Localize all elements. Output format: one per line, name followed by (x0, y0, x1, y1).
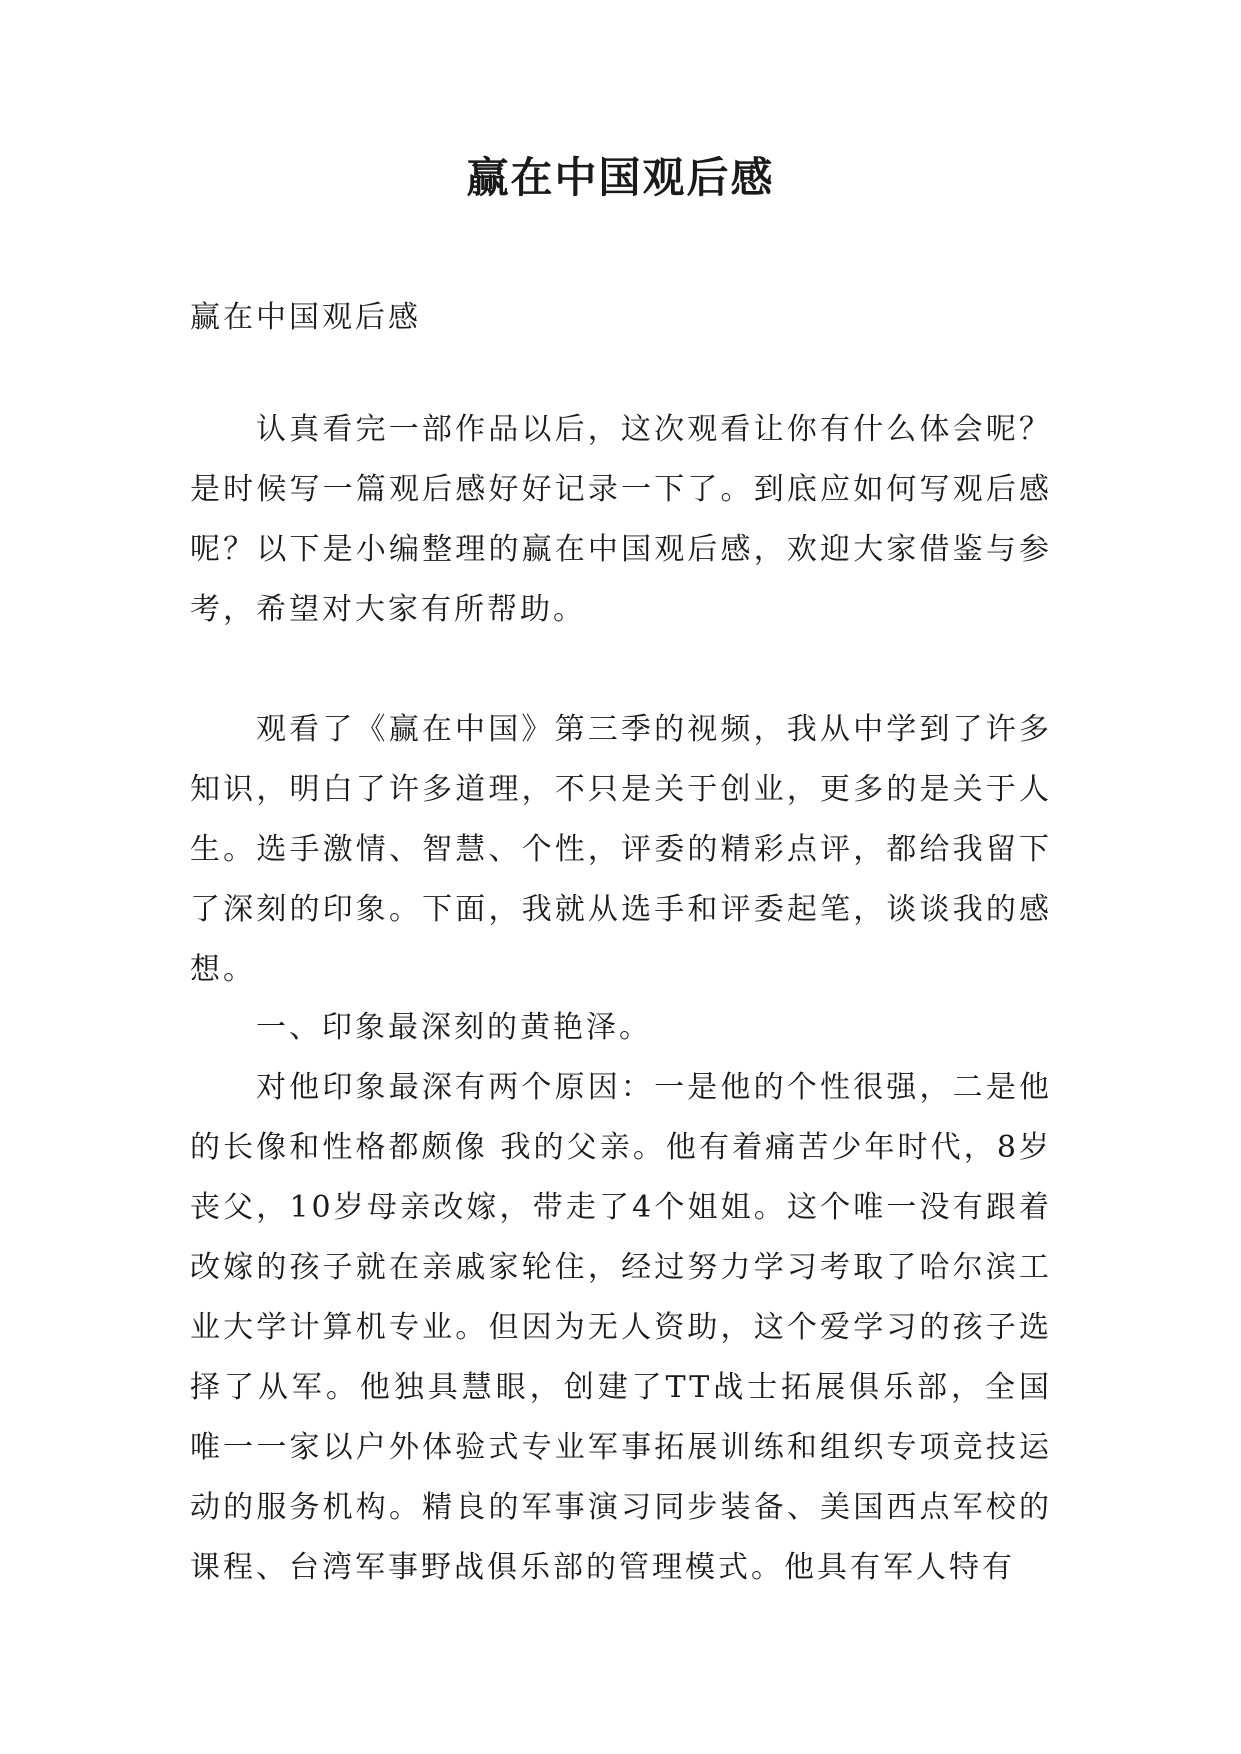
paragraph-viewing: 观看了《赢在中国》第三季的视频，我从中学到了许多知识，明白了许多道理，不只是关于创业，更多的是关于人生。选手激情、智慧、个性，评委的精彩点评，都给我留下了深刻的印象。下面，我就从选手和评委起笔，谈谈我的感想。 (190, 712, 1052, 987)
paragraph-intro: 认真看完一部作品以后，这次观看让你有什么体会呢？是时候写一篇观后感好好记录一下了。到底应如何写观后感呢？以下是小编整理的赢在中国观后感，欢迎大家借鉴与参考，希望对大家有所帮助。 (190, 412, 1052, 627)
paragraph-huang-yanze: 对他印象最深有两个原因：一是他的个性很强，二是他的长像和性格都颇像 我的父亲。他有着痛苦少年时代，8岁丧父，10岁母亲改嫁，带走了4个姐姐。这个唯一没有跟着改嫁的孩子就在亲戚家轮住，经过努力学习考取了哈尔滨工业大学计算机专业。但因为无人资助，这个爱学习的孩子选择了从军。他独具慧眼，创建了TT战士拓展俱乐部，全国唯一一家以户外体验式专业军事拓展训练和组织专项竞技运动的服务机构。精良的军事演习同步装备、美国西点军校的课程、台湾军事野战俱乐部的管理模式。他具有军人特有 (190, 1070, 1052, 1585)
document-subtitle: 赢在中国观后感 (190, 300, 421, 335)
document-title: 赢在中国观后感 (466, 153, 775, 202)
section-heading-one: 一、印象最深刻的黄艳泽。 (256, 1010, 652, 1045)
